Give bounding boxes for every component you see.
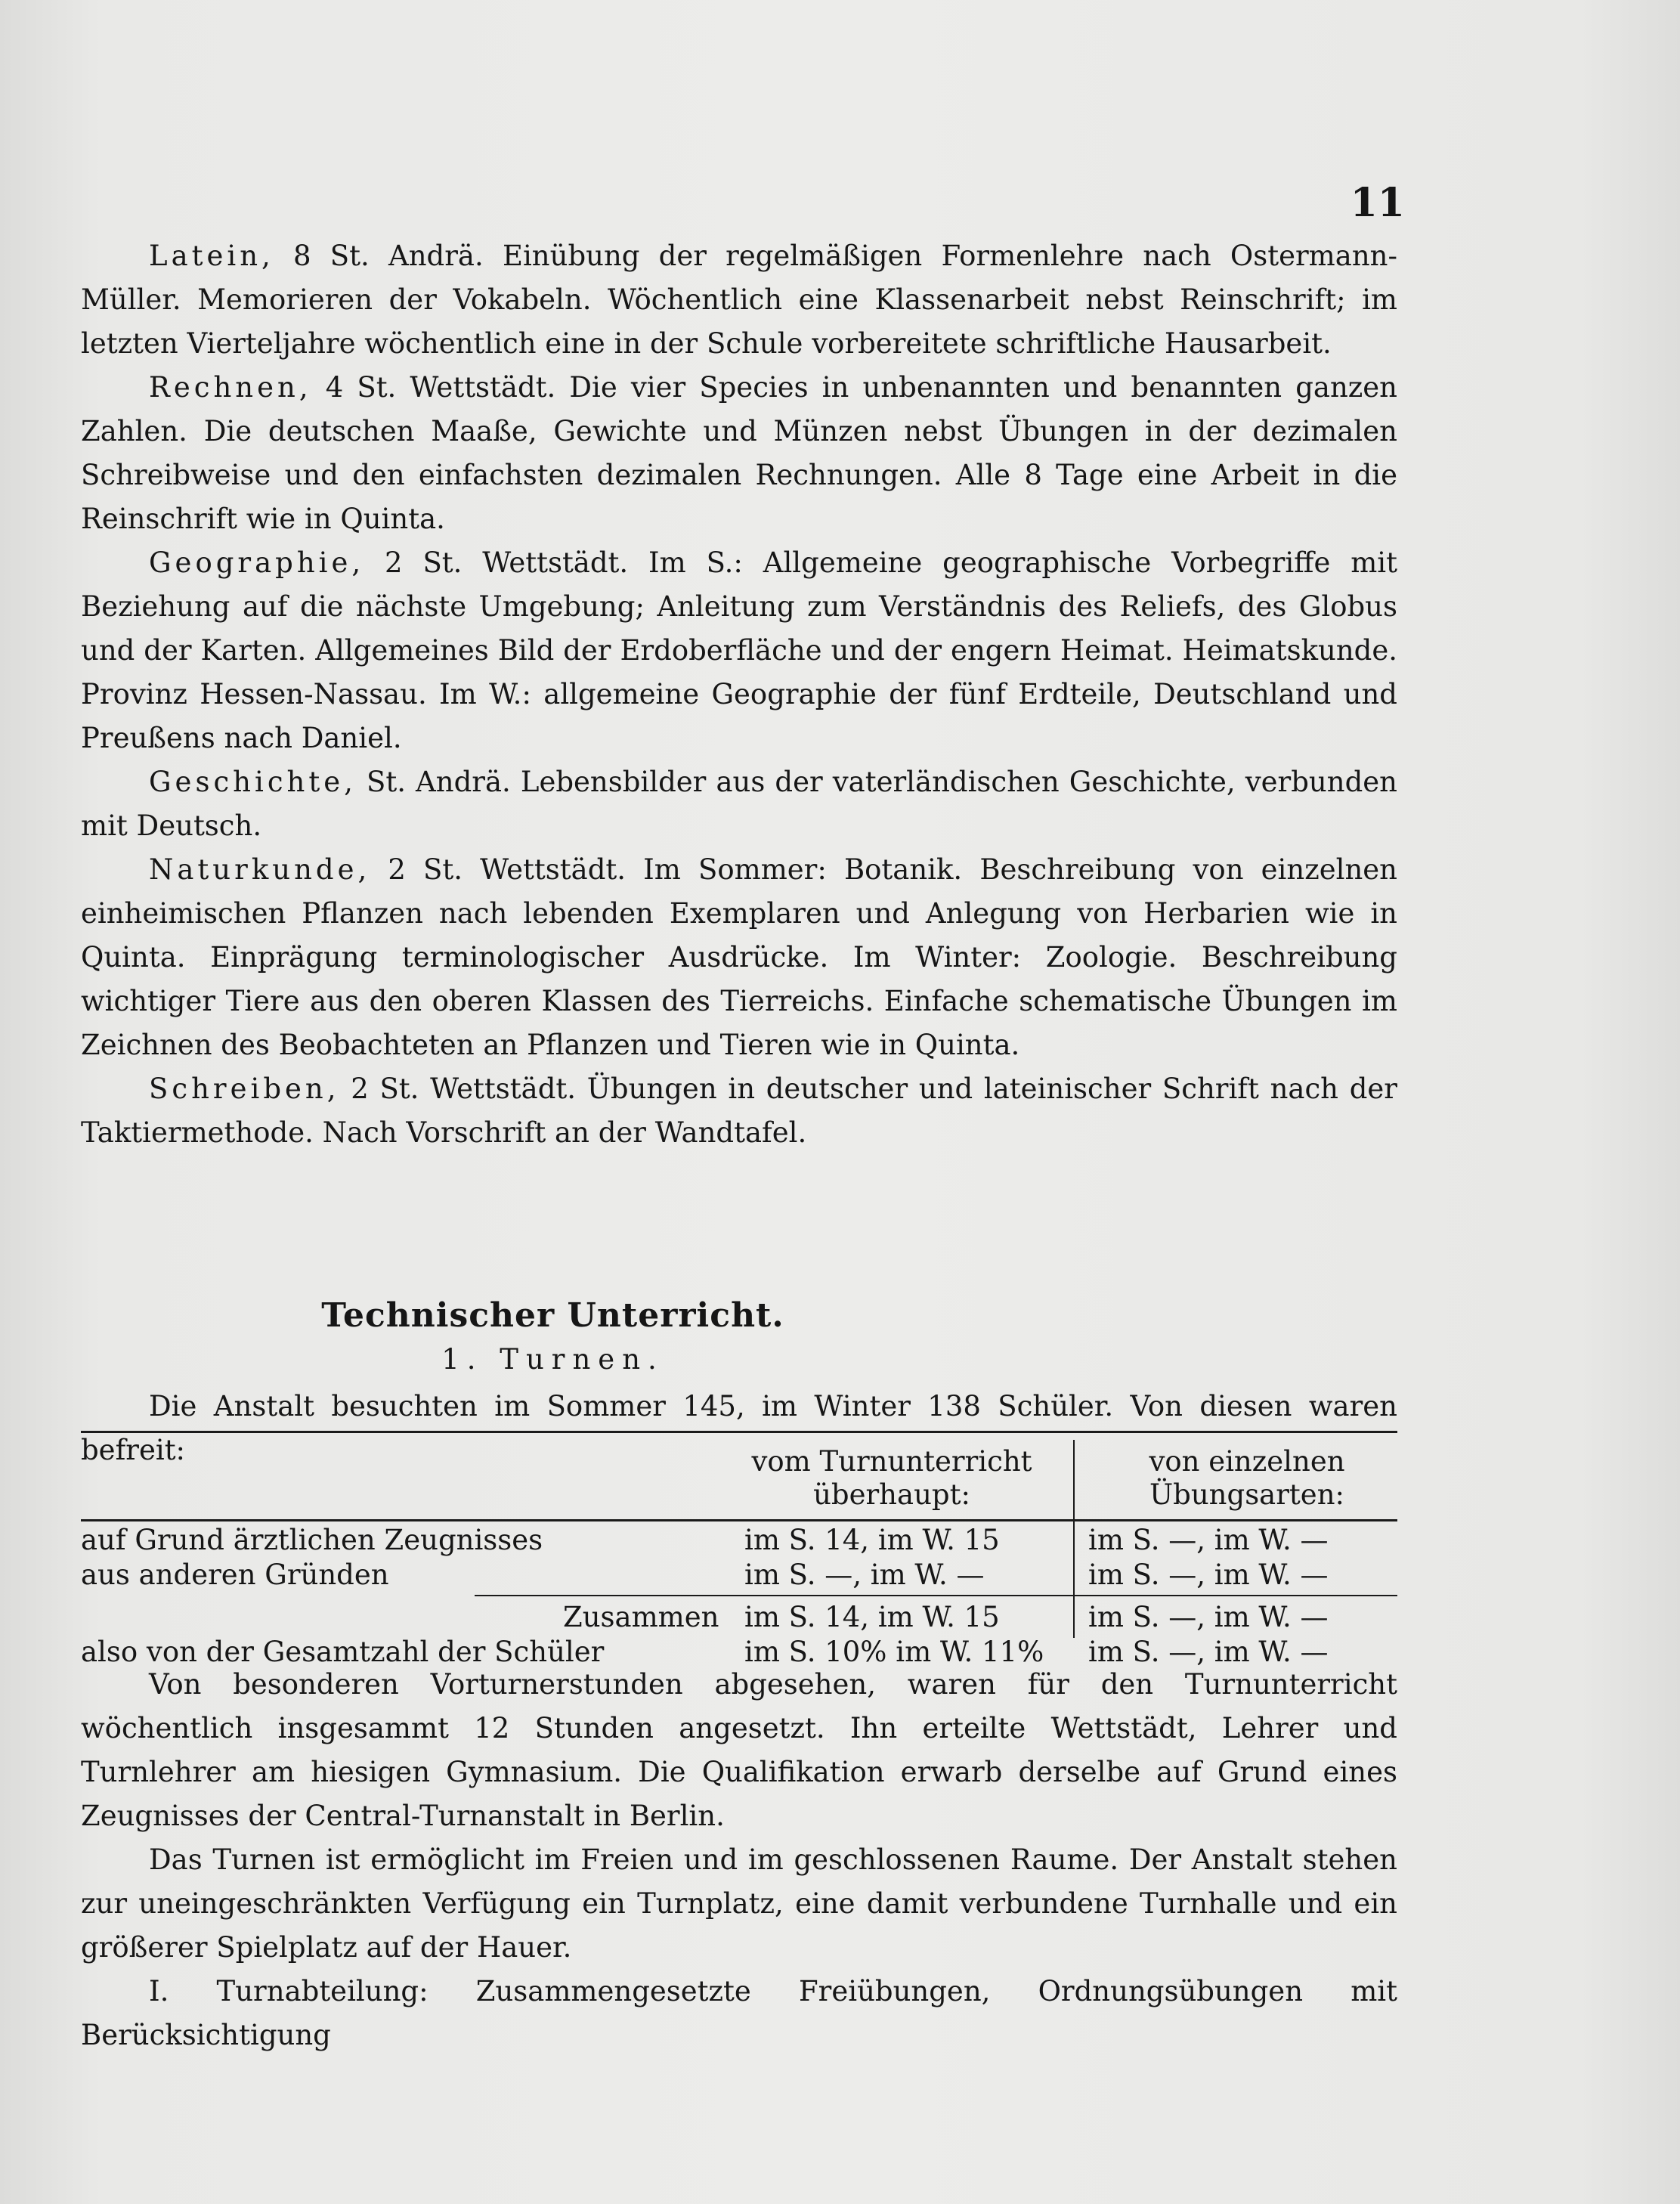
sum-rule (475, 1595, 1397, 1596)
paragraph-hours: Von besonderen Vorturnerstunden abgesehen, waren für den Turnunterricht wöchentlich insgesammt 12 Stunden angesetzt. Ihn erteilte Wettstädt, Lehrer und Turnlehrer am hiesigen Gymnasium. Die Qualifikation erwarb derselbe auf Grund eines Zeugnisses der Central-Turnanstalt in Berlin. (81, 1668, 1397, 1832)
subsection-heading (0, 1343, 1680, 1376)
column-divider (1073, 1440, 1075, 1638)
row-value-col1: im S. —, im W. — (744, 1559, 985, 1591)
table-header-rule (81, 1519, 1397, 1521)
page-number: 11 (1350, 180, 1405, 226)
paragraph-arithmetic (81, 366, 1397, 541)
row-value-col2: im S. —, im W. — (1088, 1636, 1329, 1668)
paragraph-writing (81, 1067, 1397, 1155)
paragraph-natural-science (81, 848, 1397, 1067)
subject-latin: Latein, (149, 240, 274, 272)
paragraph-facilities: Das Turnen ist ermöglicht im Freien und im geschlossenen Raume. Der Anstalt stehen zur uneingeschränkten Verfügung ein Turnplatz, eine damit verbundene Turnhalle und ein größerer Spielplatz auf der Hauer. (81, 1843, 1397, 1964)
subject-natural-science: Naturkunde, (149, 853, 371, 886)
subject-writing: Schreiben, (149, 1073, 340, 1105)
row-label: aus anderen Gründen (81, 1559, 389, 1591)
subject-history: Geschichte, (149, 766, 357, 798)
subject-geography: Geographie, (149, 546, 365, 579)
row-value-col1: im S. 14, im W. 15 (744, 1524, 1000, 1556)
paragraph-geography (81, 541, 1397, 760)
paragraph-text: 2 St. Wettstädt. Im S.: Allgemeine geographische Vorbegriffe mit Beziehung auf die nächste Umgebung; Anleitung zum Verständnis des Reliefs, des Globus und der Karten. Allgemeines Bild der Erdoberfläche und der engern Heimat. Heimatskunde. Provinz Hessen-Nassau. Im W.: allgemeine Geographie der fünf Erdteile, Deutschland und Preußens nach Daniel. (81, 546, 1397, 754)
section-heading-text: Technischer Unterricht. (321, 1296, 784, 1335)
gymnastics-section (81, 1663, 1397, 2057)
intro-sentence: Die Anstalt besuchten im Sommer 145, im Winter 138 Schüler. Von diesen waren befreit: (81, 1390, 1397, 1466)
col2-header: von einzelnen Übungsarten: (1149, 1445, 1345, 1511)
table-top-rule (81, 1431, 1397, 1433)
row-value-col2: im S. —, im W. — (1088, 1601, 1329, 1633)
subject-arithmetic: Rechnen, (149, 371, 312, 404)
row-label: also von der Gesamtzahl der Schüler (81, 1636, 605, 1668)
row-value-col1: im S. 10% im W. 11% (744, 1636, 1044, 1668)
section-heading (0, 1296, 1680, 1335)
paragraph-text: 4 St. Wettstädt. Die vier Species in unbenannten und benannten ganzen Zahlen. Die deutschen Maaße, Gewichte und Münzen nebst Übungen in der dezimalen Schreibweise und den einfachsten dezimalen Rechnungen. Alle 8 Tage eine Arbeit in die Reinschrift wie in Quinta. (81, 371, 1397, 535)
curriculum-section (81, 234, 1397, 1155)
row-value-col2: im S. —, im W. — (1088, 1524, 1329, 1556)
col1-header: vom Turnunterricht überhaupt: (751, 1445, 1032, 1511)
paragraph-text: 8 St. Andrä. Einübung der regelmäßigen Formenlehre nach Ostermann-Müller. Memorieren der Vokabeln. Wöchentlich eine Klassenarbeit nebst Reinschrift; im letzten Vierteljahre wöchentlich eine in der Schule vorbereitete schriftliche Hausarbeit. (81, 240, 1397, 360)
row-value-col1: im S. 14, im W. 15 (744, 1601, 1000, 1633)
paragraph-text: 2 St. Wettstädt. Übungen in deutscher und lateinischer Schrift nach der Taktiermethode. Nach Vorschrift an der Wandtafel. (81, 1073, 1397, 1149)
row-label: auf Grund ärztlichen Zeugnisses (81, 1524, 543, 1556)
paragraph-latin (81, 234, 1397, 366)
paragraph-history (81, 760, 1397, 848)
subsection-heading-text: 1. Turnen. (441, 1343, 664, 1376)
row-label-total: Zusammen (563, 1601, 719, 1633)
row-value-col2: im S. —, im W. — (1088, 1559, 1329, 1591)
paragraph-text: St. Andrä. Lebensbilder aus der vaterländischen Geschichte, verbunden mit Deutsch. (81, 766, 1397, 842)
paragraph-division-1: I. Turnabteilung: Zusammengesetzte Freiübungen, Ordnungsübungen mit Berücksichtigung (81, 1975, 1397, 2051)
paragraph-text: 2 St. Wettstädt. Im Sommer: Botanik. Beschreibung von einzelnen einheimischen Pflanzen nach lebenden Exemplaren und Anlegung von Herbarien wie in Quinta. Einprägung terminologischer Ausdrücke. Im Winter: Zoologie. Beschreibung wichtiger Tiere aus den oberen Klassen des Tierreichs. Einfache schematische Übungen im Zeichnen des Beobachteten an Pflanzen und Tieren wie in Quinta. (81, 853, 1397, 1061)
